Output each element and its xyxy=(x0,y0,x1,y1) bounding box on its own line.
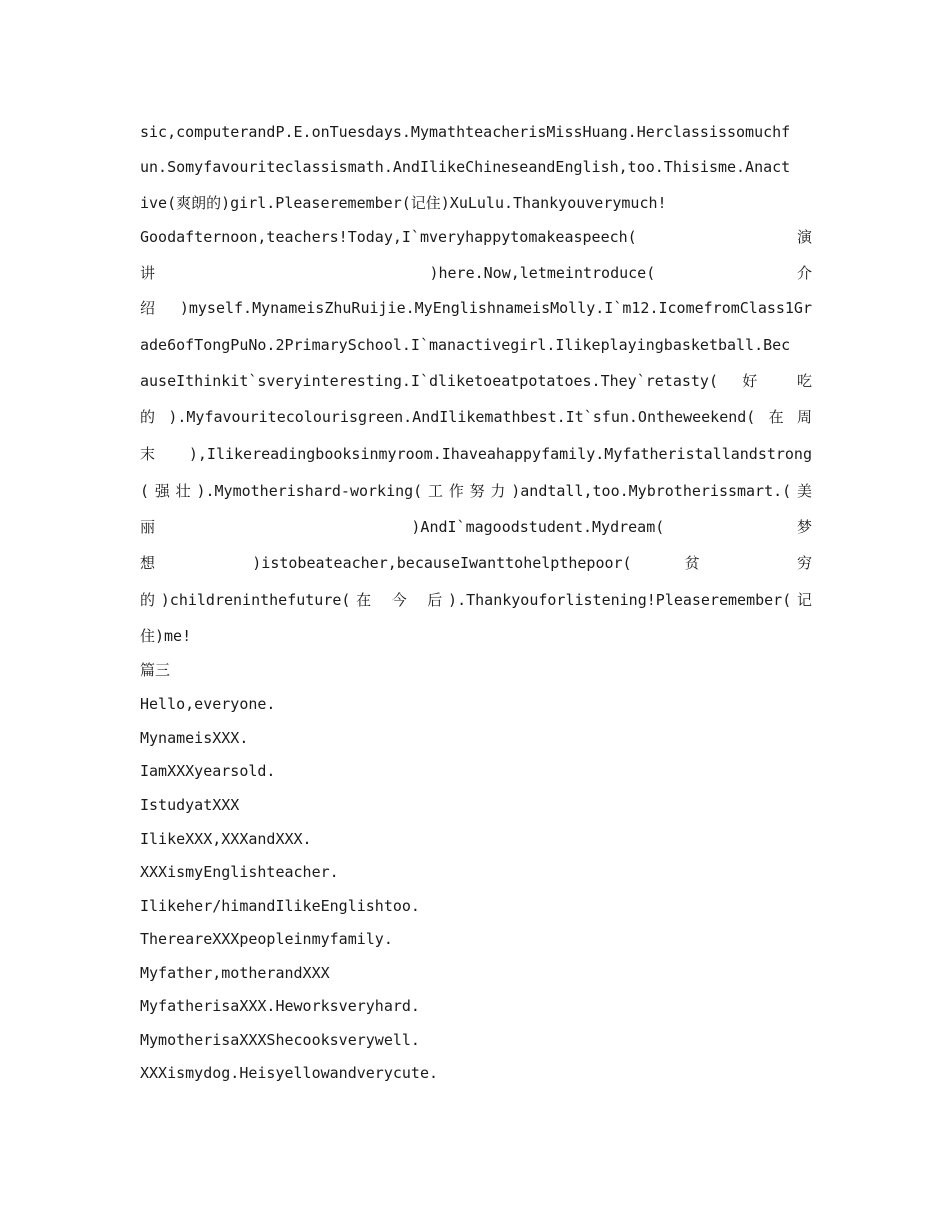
text-line: 的)childreninthefuture(在 今 后).Thankyouforlistening!Pleaseremember(记 xyxy=(140,591,812,609)
text-line: Hello,everyone. xyxy=(140,695,276,713)
text-line: 想 )istobeateacher,becauseIwanttohelpthepoor( 贫 穷 xyxy=(140,554,812,572)
text-line: 的).Myfavouritecolourisgreen.AndIlikemathbest.It`sfun.Ontheweekend(在周 xyxy=(140,408,812,426)
text-line: IstudyatXXX xyxy=(140,796,240,814)
text-line: ade6ofTongPuNo.2PrimarySchool.I`manactivegirl.Ilikeplayingbasketball.Bec xyxy=(140,336,791,354)
section-heading: 篇三 xyxy=(140,661,171,679)
text-line: un.Somyfavouriteclassismath.AndIlikeChineseandEnglish,too.Thisisme.Anact xyxy=(140,158,791,176)
text-line: (强壮).Mymotherishard-working(工作努力)andtall,too.Mybrotherissmart.(美 xyxy=(140,482,812,500)
text-line: auseIthinkit`sveryinteresting.I`dliketoeatpotatoes.They`retasty( 好 吃 xyxy=(140,372,812,390)
text-line: Myfather,motherandXXX xyxy=(140,964,330,982)
text-line: 绍)myself.MynameisZhuRuijie.MyEnglishnameisMolly.I`m12.IcomefromClass1Gr xyxy=(140,299,812,317)
text-line: XXXismydog.Heisyellowandverycute. xyxy=(140,1064,439,1082)
text-line: 丽 )AndI`magoodstudent.Mydream( 梦 xyxy=(140,518,812,536)
text-line: 讲 )here.Now,letmeintroduce( 介 xyxy=(140,264,812,282)
text-line: Goodafternoon,teachers!Today,I`mveryhappytomakeaspeech( 演 xyxy=(140,228,812,246)
text-line: XXXismyEnglishteacher. xyxy=(140,863,339,881)
text-line: MymotherisaXXXShecooksverywell. xyxy=(140,1031,420,1049)
text-line: 住)me! xyxy=(140,627,192,645)
text-line: TherearеXXXpeopleinmyfamily. xyxy=(140,930,393,948)
text-line: MynameisXXX. xyxy=(140,729,249,747)
text-line: IamXXXyearsold. xyxy=(140,762,276,780)
text-line: Ilikeher/himandIlikeEnglishtoo. xyxy=(140,897,420,915)
text-line: sic,computerandP.E.onTuesdays.MymathteacherisMissHuang.Herclassissomuchf xyxy=(140,123,791,141)
text-line: MyfatherisaXXX.Heworksveryhard. xyxy=(140,997,420,1015)
text-line: 末 ),Ilikereadingbooksinmyroom.Ihaveahappyfamily.Myfatheristallandstrong xyxy=(140,445,812,463)
text-line: ive(爽朗的)girl.Pleaseremember(记住)XuLulu.Thankyouverymuch! xyxy=(140,194,667,212)
text-line: IlikeXXX,XXXandXXX. xyxy=(140,830,312,848)
